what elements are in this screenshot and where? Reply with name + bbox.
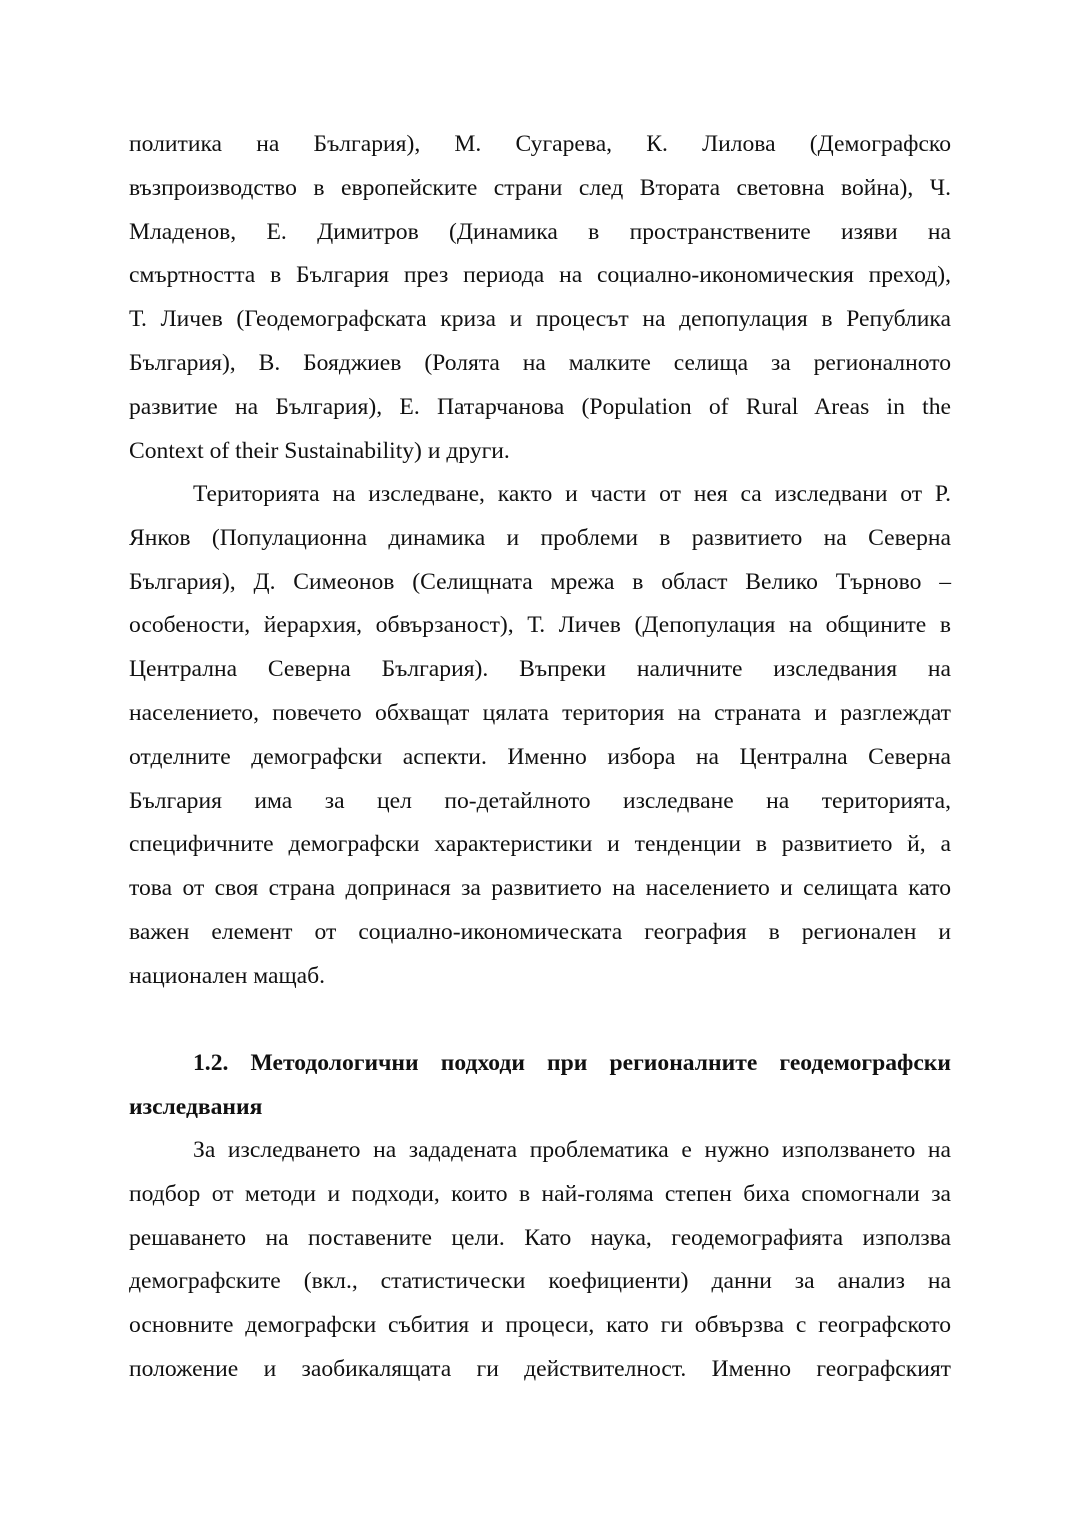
text-line: решаването на поставените цели. Като наука, геодемографията използва [129,1224,951,1251]
text-line: политика на България), М. Сугарева, К. Лилова (Демографско [129,131,951,157]
text-line: Територията на изследване, както и части от нея са изследвани от Р. [193,481,951,507]
text-line: България има за цел по-детайлното изследване на територията, [129,787,951,814]
text-line: Context of their Sustainability) и други. [129,437,510,464]
text-line: Централна Северна България). Въпреки наличните изследвания на [129,656,951,683]
text-line: За изследването на зададената проблематика е нужно използването на [193,1137,951,1163]
text-line: смъртността в България през периода на социално-икономическия преход), [129,262,951,289]
text-line: населението, повечето обхващат цялата територия на страната и разглеждат [129,699,951,726]
text-line: национален мащаб. [129,962,326,989]
heading-line: изследвания [129,1093,263,1120]
text-line: основните демографски събития и процеси, като ги обвързва с географското [129,1312,951,1339]
text-line: това от своя страна допринася за развитието на населението и селищата като [129,875,951,902]
text-line: специфичните демографски характеристики и тенденции в развитието й, а [129,831,951,858]
text-line: България), В. Бояджиев (Ролята на малките селища за регионалното [129,349,951,376]
text-line: подбор от методи и подходи, които в най-голяма степен биха спомогнали за [129,1180,951,1207]
paragraph-2 [129,473,951,999]
section-heading [129,1042,951,1130]
text-line: възпроизводство в европейските страни след Втората световна война), Ч. [129,174,951,201]
heading-line: 1.2. Методологични подходи при регионалните геодемографски [193,1050,951,1076]
text-line: демографските (вкл., статистически коефициенти) данни за анализ на [129,1268,951,1295]
text-line: Младенов, Е. Димитров (Динамика в пространствените изяви на [129,218,951,245]
text-line: Янков (Популационна динамика и проблеми в развитието на Северна [129,524,951,551]
text-line: важен елемент от социално-икономическата география в регионален и [129,918,951,945]
paragraph-1 [129,123,951,473]
text-line: развитие на България), Е. Патарчанова (Population of Rural Areas in the [129,393,951,420]
text-line: Т. Личев (Геодемографската криза и процесът на депопулация в Република [129,306,951,333]
text-line: отделните демографски аспекти. Именно избора на Централна Северна [129,743,951,770]
text-line: положение и заобикалящата ги действителност. Именно географският [129,1355,951,1382]
text-line: особености, йерархия, обвързаност), Т. Личев (Депопулация на общините в [129,612,951,639]
paragraph-3 [129,1129,951,1392]
text-line: България), Д. Симеонов (Селищната мрежа в област Велико Търново – [129,568,951,595]
